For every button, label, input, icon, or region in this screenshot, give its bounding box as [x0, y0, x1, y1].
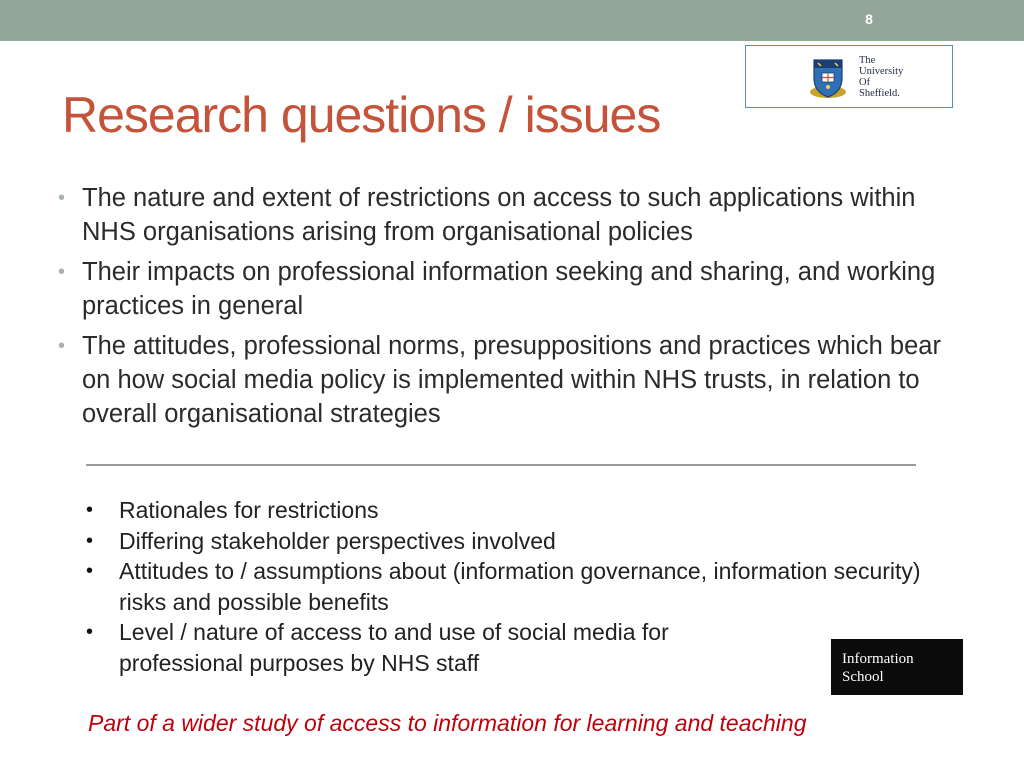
- university-name-line: Sheffield.: [859, 88, 900, 99]
- university-logo: [745, 45, 953, 108]
- university-name-line: University: [859, 66, 904, 77]
- bullet-icon: •: [58, 335, 66, 357]
- information-school-line: School: [842, 669, 884, 685]
- information-school-line: Information: [842, 651, 914, 667]
- sub-point-item: [86, 526, 936, 557]
- main-point-item: [58, 255, 958, 323]
- university-name: [859, 55, 903, 99]
- sub-point-item: [86, 495, 936, 526]
- information-school-logo: [831, 639, 963, 695]
- bullet-icon: •: [86, 621, 94, 643]
- sub-point-text: Level / nature of access to and use of social media for professional purposes by NHS staff: [119, 619, 669, 676]
- bullet-icon: •: [86, 499, 94, 521]
- bullet-icon: •: [58, 261, 66, 283]
- bullet-icon: •: [58, 187, 66, 209]
- main-point-item: [58, 329, 958, 431]
- footer-note: Part of a wider study of access to information for learning and teaching: [88, 710, 807, 736]
- sub-point-text: Differing stakeholder perspectives involved: [119, 527, 556, 554]
- section-divider: [86, 464, 916, 466]
- main-point-text: The attitudes, professional norms, presuppositions and practices which bear on how social media policy is implemented within NHS trusts, in relation to overall organisational strategies: [82, 332, 941, 428]
- main-point-text: Their impacts on professional information seeking and sharing, and working practices in general: [82, 258, 936, 320]
- top-bar: [0, 0, 1024, 41]
- sub-point-item: [86, 556, 936, 617]
- sub-point-text: Rationales for restrictions: [119, 497, 379, 523]
- main-point-item: [58, 181, 958, 249]
- bullet-icon: •: [86, 529, 94, 552]
- main-point-text: The nature and extent of restrictions on access to such applications within NHS organisations arising from organisational policies: [82, 184, 916, 246]
- sub-point-text: Attitudes to / assumptions about (information governance, information security) risks and possible benefits: [119, 558, 921, 615]
- sub-points-list: [86, 495, 936, 678]
- university-crest-icon: [808, 54, 848, 100]
- main-points-list: [58, 181, 958, 437]
- university-name-line: The: [859, 55, 876, 66]
- slide-title: Research questions / issues: [62, 87, 661, 143]
- sub-point-item: [86, 617, 749, 678]
- university-name-line: Of: [859, 77, 871, 88]
- bullet-icon: •: [86, 560, 94, 582]
- slide-number: 8: [865, 11, 873, 27]
